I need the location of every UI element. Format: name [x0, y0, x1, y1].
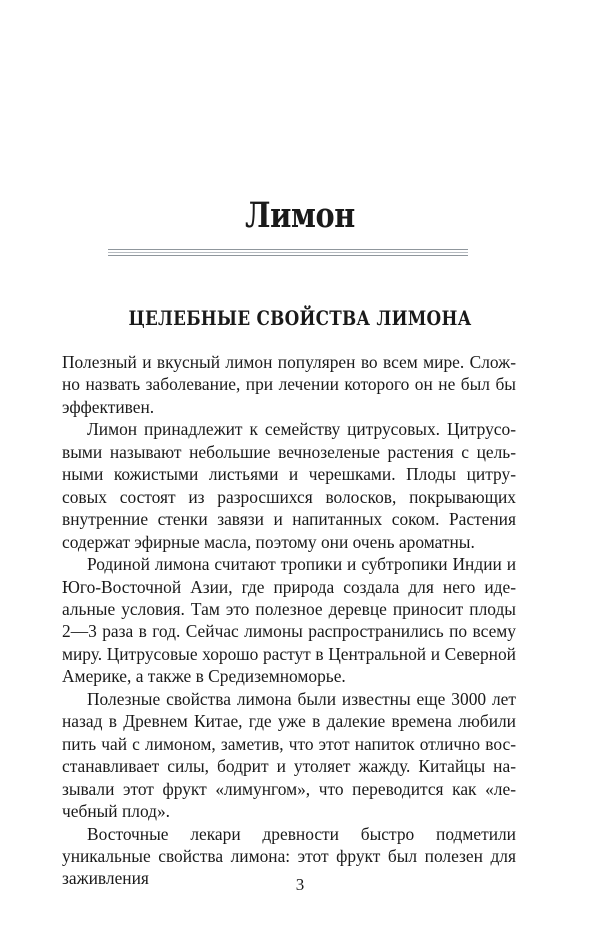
paragraph: Полезный и вкусный лимон популярен во всем мире. Сложно назвать заболевание, при лечении которого он не был бы эффективен.: [62, 352, 516, 417]
paragraph: Лимон принадлежит к семейству цитрусовых. Цитрусовыми называют небольшие вечнозеленые растения с цельными кожистыми листьями и черешками. Плоды цитрусовых состоят из разросшихся волосков, покрывающих внутренние стенки завязи и напитанных соком. Растения содержат эфирные масла, поэтому они очень ароматны.: [62, 419, 516, 552]
paragraph: Полезные свойства лимона были известны еще 3000 лет назад в Древнем Китае, где уже в далекие времена любили пить чай с лимоном, заметив, что этот напиток отлично восстанавливает силы, бодрит и утоляет жажду. Китайцы называли этот фрукт «лимунгом», что переводится как «лечебный плод».: [62, 688, 516, 822]
divider-line: [108, 255, 468, 256]
divider-line: [108, 249, 468, 250]
chapter-title: Лимон: [245, 195, 355, 236]
paragraph: Восточные лекари древности быстро подметили уникальные свойства лимона: этот фрукт был полезен для заживления: [62, 823, 516, 889]
body-text: [62, 351, 516, 890]
divider-line: [108, 252, 468, 253]
section-heading: ЦЕЛЕБНЫЕ СВОЙСТВА ЛИМОНА: [128, 306, 472, 330]
paragraph: Родиной лимона считают тропики и субтропики Индии и Юго-Восточной Азии, где природа создала для него идеальные условия. Там это полезное деревце приносит плоды 2—3 раза в год. Сейчас лимоны распространились по всему миру. Цитрусовые хорошо растут в Центральной и Северной Америке, а также в Средиземноморье.: [62, 554, 516, 687]
page-number: 3: [295, 875, 305, 894]
title-divider: [108, 249, 468, 257]
